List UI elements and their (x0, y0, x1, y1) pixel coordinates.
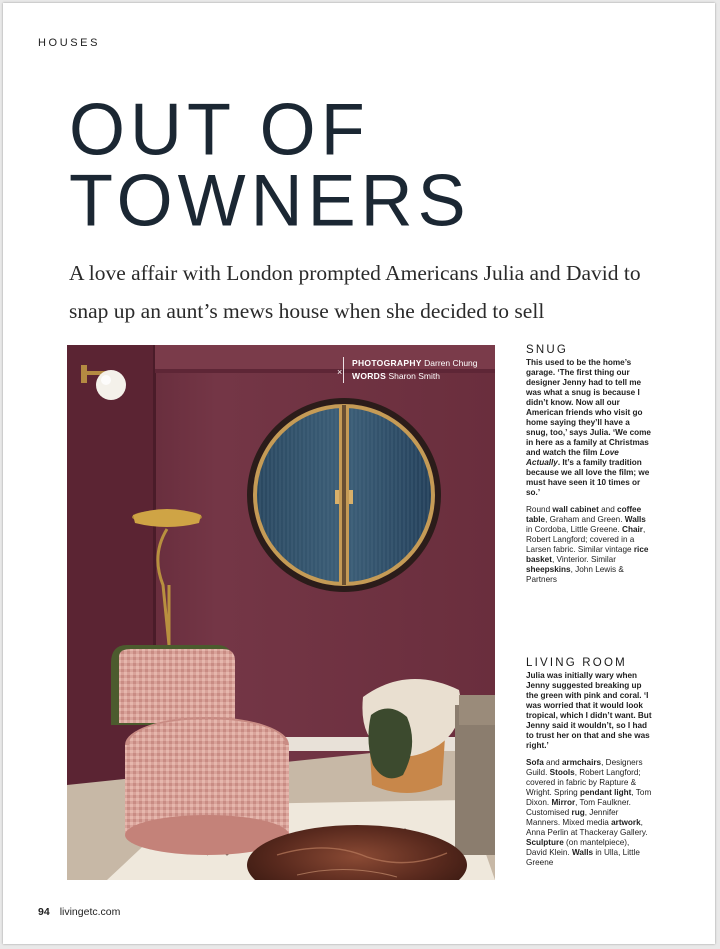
source-item-text: in Ulla, Little Greene (526, 848, 640, 867)
standfirst: A love affair with London prompted Americans Julia and David to snap up an aunt’s mews house when she decided to sell (69, 261, 641, 323)
section-label: HOUSES (38, 37, 101, 49)
source-item-name: rug (571, 808, 585, 817)
snug-caption (526, 343, 652, 585)
writer-name: Sharon Smith (388, 371, 440, 381)
source-item-name: artwork (611, 818, 641, 827)
living-room-quote: Julia was initially wary when Jenny suggested breaking up the green with pink and coral. ‘I was worried that it would look tropical, which I didn’t want. But Jenny said it wouldn’t, so I had to trust her on that and she was right.’ (526, 671, 652, 750)
snug-quote (526, 358, 652, 498)
snug-sources (526, 505, 652, 585)
source-item-name: Mirror (551, 798, 576, 807)
source-item-text: , Jennifer Manners. Mixed media (526, 808, 619, 827)
source-item-name: coffee table (526, 505, 642, 524)
snug-quote-part-2: . It’s a family tradition because we all love the film; we must have seen it 10 times or so.’ (526, 458, 650, 497)
source-item-name: Walls (624, 515, 646, 524)
source-item-text: , John Lewis & Partners (526, 565, 624, 584)
photography-label: PHOTOGRAPHY (352, 358, 422, 368)
snug-quote-part-1: This used to be the home’s garage. ‘The first thing our designer Jenny had to tell me was what a snug is because I didn’t know. Now all our American friends who visit go home saying they’ll have a snug, too,’ says Julia. ‘We come in here as a family at Christmas and watch the film (526, 358, 651, 457)
page-number: 94 (38, 906, 50, 918)
source-item-text: , Tom Dixon. (526, 788, 652, 807)
source-item-text: , Robert Langford; covered in fabric by Rapture & Wright. Spring (526, 768, 641, 797)
source-item-name: Chair (622, 525, 643, 534)
source-item-text: , Robert Langford; covered in a Larsen fabric. Similar vintage (526, 525, 646, 554)
source-item-text: in Cordoba, Little Greene. (526, 525, 623, 534)
source-item-text: (on mantelpiece), David Klein. (526, 838, 630, 857)
magazine-page (3, 3, 715, 944)
source-item-name: Walls (571, 848, 594, 857)
source-item-name: Sculpture (526, 838, 564, 847)
source-item-text: , Vinterior. Similar (551, 555, 616, 564)
source-item-name: Sofa (526, 758, 544, 767)
living-room-heading: LIVING ROOM (526, 657, 627, 669)
source-item-text: , Anna Perlin at Thackeray Gallery. (526, 818, 648, 837)
photographer-name: Darren Chung (424, 358, 478, 368)
snug-photo (67, 345, 495, 880)
source-item-text: , Designers Guild. (526, 758, 643, 777)
headline-line-1: OUT OF (69, 89, 370, 171)
living-room-sources (526, 758, 652, 868)
words-label: WORDS (352, 371, 387, 381)
folio (38, 906, 120, 918)
source-item-name: sheepskins (526, 565, 571, 574)
source-item-text: and (543, 758, 562, 767)
credit-cross-icon: × (337, 367, 343, 377)
snug-illustration (67, 345, 495, 880)
source-item-name: pendant light (580, 788, 632, 797)
photo-credits (343, 357, 478, 383)
source-item-text: and (598, 505, 618, 514)
source-item-text: , Graham and Green. (545, 515, 625, 524)
snug-heading: SNUG (526, 344, 569, 356)
source-item-name: wall cabinet (552, 505, 599, 514)
snug-quote-film: Love Actually (526, 448, 619, 467)
source-item-name: armchairs (561, 758, 602, 767)
source-item-name: Stools (549, 768, 575, 777)
site-url: livingetc.com (59, 906, 121, 918)
headline (69, 89, 471, 242)
photography-credit (352, 357, 478, 370)
source-item-text: Round (526, 505, 553, 514)
living-room-caption (526, 656, 652, 868)
source-item-text: , Tom Faulkner. Customised (526, 798, 631, 817)
headline-line-2: TOWNERS (69, 160, 471, 242)
words-credit (352, 370, 478, 383)
source-item-name: rice basket (526, 545, 649, 564)
